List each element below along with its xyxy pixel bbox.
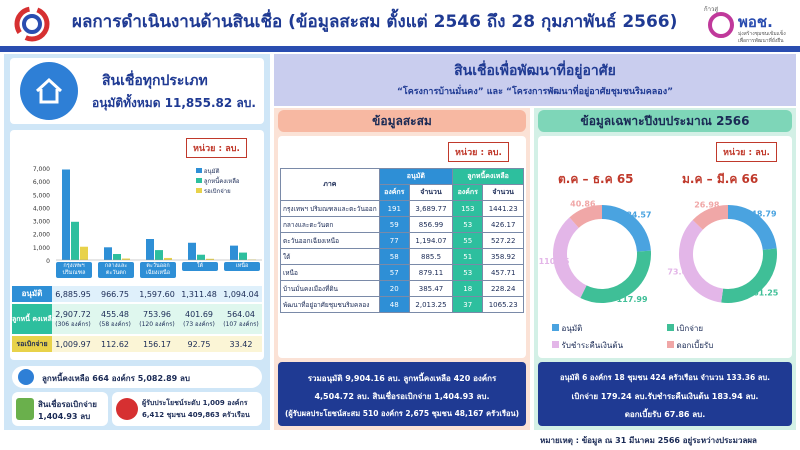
bar — [62, 169, 70, 260]
category-label: กลางและ ตะวันตก — [98, 262, 134, 278]
donut-value-label: 73.69 — [667, 267, 693, 277]
value-cell: 457.71 — [483, 265, 524, 281]
debt-summary: ลูกหนี้คงเหลือ 664 องค์กร 5,082.89 ลบ — [12, 366, 262, 388]
chart-legend: อนุมัติ ลูกหนี้คงเหลือ รอเบิกจ่าย — [196, 166, 240, 196]
left-data-table: อนุมัติ 6,885.95 966.75 1,597.60 1,311.48 1,094.04 ลูกหนี้ คงเหลือ 2,907.72 (306 องค์กร) 455.48 (58 องค์กร) 753.96 (120 องค์กร) 401.69 (73 องค์กร) 564.04 (107 องค์กร) รอเบิกจ่าย 1,009.97 112.62 156.17 92.75 33.42 — [12, 286, 262, 352]
bar — [230, 246, 238, 260]
table-row — [281, 217, 524, 233]
donut-value-label: 48.79 — [751, 209, 777, 219]
donut-legend: อนุมัติ เบิกจ่าย รับชำระคืนเงินต้น ดอกเบี้ยรับ — [552, 322, 782, 352]
value-cell: 53 — [453, 217, 483, 233]
y-tick-label: 7,000 — [32, 166, 50, 173]
table-row — [281, 249, 524, 265]
budget-section-title: ข้อมูลเฉพาะปีงบประมาณ 2566 — [538, 110, 792, 132]
bar — [71, 222, 79, 260]
left-header-card — [10, 58, 264, 124]
table-row — [281, 201, 524, 217]
y-tick-label: 6,000 — [32, 179, 50, 187]
brand-logo: ก้าวสู่ พอช. มุ่งสร้างชุมชนเข้มแข็ง เพื่อการพัฒนาที่ยั่งยืน — [704, 6, 786, 44]
donut-value-label: 26.98 — [694, 200, 720, 210]
people-icon — [116, 398, 138, 420]
value-cell: 18 — [453, 281, 483, 297]
value-cell: 53 — [453, 265, 483, 281]
left-title: สินเชื่อทุกประเภท — [102, 73, 208, 89]
category-label: เหนือ — [224, 262, 260, 271]
table-row — [281, 233, 524, 249]
beneficiary-summary: ผู้รับประโยชน์ระดับ 1,009 องค์กร 6,412 ชุมชน 409,863 ครัวเรือน — [112, 392, 262, 426]
bar — [197, 255, 205, 260]
footer-note: หมายเหตุ : ข้อมูล ณ 31 มีนาคม 2566 อยู่ระหว่างประมวลผล — [540, 436, 757, 445]
money-icon — [16, 398, 34, 420]
bar — [80, 247, 88, 260]
page-title: ผลการดำเนินงานด้านสินเชื่อ (ข้อมูลสะสม ตั้งแต่ 2546 ถึง 28 กุมภาพันธ์ 2566) — [72, 12, 678, 32]
unit-label-middle: หน่วย : ลบ. — [448, 142, 509, 162]
bar — [188, 243, 196, 260]
region-cell: กรุงเทพฯ ปริมณฑลและตะวันออก — [281, 201, 380, 217]
category-labels — [56, 262, 262, 284]
home-icon — [34, 76, 64, 106]
value-cell: 885.5 — [409, 249, 452, 265]
donut-value-label: 40.86 — [570, 199, 596, 209]
middle-card — [278, 136, 526, 358]
header-divider — [0, 46, 800, 52]
category-label: ตะวันออก เฉียงเหนือ — [140, 262, 176, 278]
region-cell: ตะวันออกเฉียงเหนือ — [281, 233, 380, 249]
value-cell: 20 — [379, 281, 409, 297]
bar — [239, 253, 247, 260]
bar — [113, 254, 121, 260]
bar — [155, 250, 163, 260]
value-cell: 856.99 — [409, 217, 452, 233]
region-cell: เหนือ — [281, 265, 380, 281]
budget-summary: อนุมัติ 6 องค์กร 18 ชุมชน 424 ครัวเรือน จำนวน 133.36 ลบ. เบิกจ่าย 179.24 ลบ.รับชำระคืนเงินต้น 183.94 ลบ. ดอกเบี้ยรับ 67.86 ลบ. — [538, 362, 792, 426]
left-subtitle: อนุมัติทั้งหมด 11,855.82 ลบ. — [92, 96, 256, 110]
donut-value-label: 117.99 — [616, 294, 648, 304]
book-icon — [18, 369, 34, 385]
housing-header — [274, 54, 796, 106]
value-cell: 879.11 — [409, 265, 452, 281]
category-label: ใต้ — [182, 262, 218, 271]
value-cell: 385.47 — [409, 281, 452, 297]
unit-label: หน่วย : ลบ. — [186, 138, 247, 158]
bar — [164, 258, 172, 260]
y-tick-label: 2,000 — [32, 231, 50, 239]
bar — [146, 239, 154, 260]
category-label: กรุงเทพฯ ปริมณฑล — [56, 262, 92, 278]
codi-logo-icon — [8, 4, 56, 46]
donut-value-label: 84.57 — [626, 210, 652, 220]
table-row — [281, 281, 524, 297]
value-cell: 153 — [453, 201, 483, 217]
housing-table: ภาค อนุมัติ ลูกหนี้คงเหลือ องค์กร จำนวน องค์กร จำนวน กรุงเทพฯ ปริมณฑลและตะวันออก 191 3,689.77 153 1441.23 กลางและตะวันตก 59 856.99 53 426.17 ตะวันออกเฉียงเหนือ 77 1,194.07 55 527.22 ใต้ 58 885.5 51 358.92 เหนือ 57 879.11 53 457.71 บ้านมั่นคงเมืองที่ดิน 20 385.47 18 228.24 พัฒนาที่อยู่อาศัยชุมชนริมคลอง 48 2,013.25 37 1065.23 — [280, 168, 524, 313]
value-cell: 37 — [453, 297, 483, 313]
value-cell: 55 — [453, 233, 483, 249]
table-row — [281, 297, 524, 313]
value-cell: 77 — [379, 233, 409, 249]
region-cell: ใต้ — [281, 249, 380, 265]
right-card — [538, 136, 792, 358]
y-tick-label: 5,000 — [32, 192, 50, 200]
donut-slice — [583, 251, 644, 296]
y-tick-label: 0 — [46, 258, 50, 265]
period-1-label: ต.ค – ธ.ค 65 — [558, 172, 634, 186]
donut-slice — [686, 225, 722, 296]
donut-slice — [698, 212, 728, 225]
value-cell: 48 — [379, 297, 409, 313]
value-cell: 2,013.25 — [409, 297, 452, 313]
value-cell: 228.24 — [483, 281, 524, 297]
y-tick-label: 3,000 — [32, 218, 50, 226]
y-tick-label: 1,000 — [32, 244, 50, 252]
region-cell: บ้านมั่นคงเมืองที่ดิน — [281, 281, 380, 297]
bar — [104, 247, 112, 260]
donut-value-label: 110.25 — [538, 257, 570, 267]
donut-slice — [574, 212, 602, 223]
value-cell: 527.22 — [483, 233, 524, 249]
period-2-label: ม.ค – มี.ค 66 — [682, 172, 759, 186]
value-cell: 191 — [379, 201, 409, 217]
pending-summary: สินเชื่อรอเบิกจ่าย 1,404.93 ลบ — [12, 392, 108, 426]
value-cell: 57 — [379, 265, 409, 281]
value-cell: 1,194.07 — [409, 233, 452, 249]
unit-label-right: หน่วย : ลบ. — [716, 142, 777, 162]
donut-value-label: 61.25 — [753, 288, 779, 298]
value-cell: 358.92 — [483, 249, 524, 265]
housing-title: สินเชื่อเพื่อพัฒนาที่อยู่อาศัย — [454, 63, 616, 79]
value-cell: 1441.23 — [483, 201, 524, 217]
brand-name: พอช. — [738, 13, 773, 31]
housing-subtitle: “โครงการบ้านมั่นคง” และ “โครงการพัฒนาที่อยู่อาศัยชุมชนริมคลอง” — [396, 87, 674, 97]
donut-chart-period-2 — [668, 194, 788, 314]
region-cell: พัฒนาที่อยู่อาศัยชุมชนริมคลอง — [281, 297, 380, 313]
table-row — [281, 265, 524, 281]
left-chart-card — [10, 130, 264, 360]
y-tick-label: 4,000 — [32, 205, 50, 213]
value-cell: 1065.23 — [483, 297, 524, 313]
home-icon-circle — [20, 62, 78, 120]
cumulative-section-title: ข้อมูลสะสม — [278, 110, 526, 132]
donut-chart-period-1 — [538, 194, 662, 314]
region-cell: กลางและตะวันตก — [281, 217, 380, 233]
value-cell: 426.17 — [483, 217, 524, 233]
value-cell: 59 — [379, 217, 409, 233]
logo-circle-icon — [708, 12, 734, 38]
value-cell: 51 — [453, 249, 483, 265]
value-cell: 58 — [379, 249, 409, 265]
cumulative-summary: รวมอนุมัติ 9,904.16 ลบ. ลูกหนี้คงเหลือ 420 องค์กร 4,504.72 ลบ. สินเชื่อรอเบิกจ่าย 1,404.93 ลบ. (ผู้รับผลประโยชน์สะสม 510 องค์กร 2,675 ชุมชน 48,167 ครัวเรือน) — [278, 362, 526, 426]
value-cell: 3,689.77 — [409, 201, 452, 217]
